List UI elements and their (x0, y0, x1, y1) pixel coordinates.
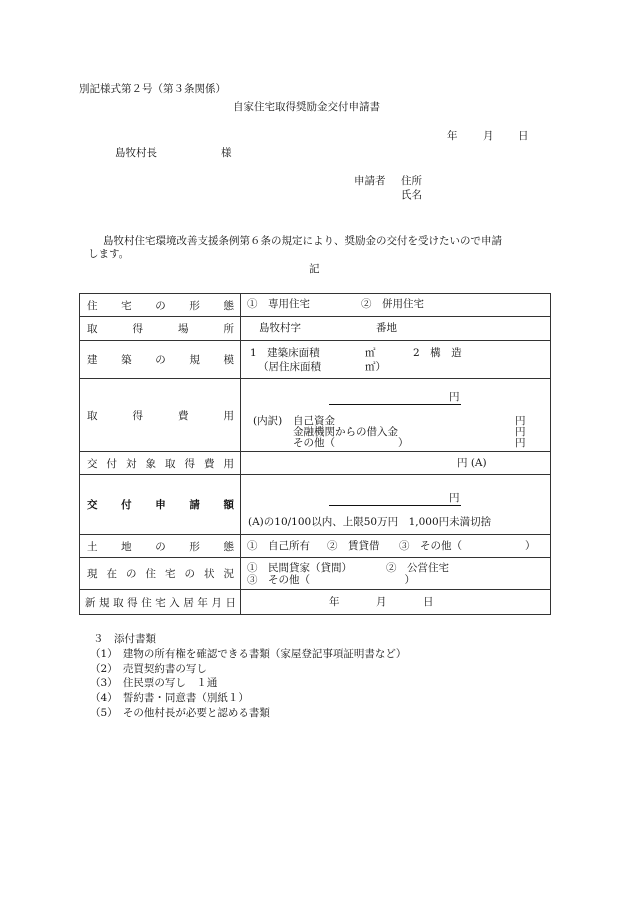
label-char: 規 (99, 596, 110, 609)
land-option-other[interactable]: ③ その他（ ） (399, 540, 536, 552)
name-label: 氏名 (401, 189, 422, 201)
row-acquisition-cost (80, 379, 551, 452)
addressee: 島牧村長 (115, 147, 157, 159)
label-char: 住 (141, 596, 152, 609)
cost-total-line (329, 404, 461, 405)
label-char: 現 (87, 568, 98, 580)
label-char: 形 (189, 540, 200, 553)
attachment-item: （5） その他村長が必要と認める書類 (90, 707, 270, 719)
applicant-label: 申請者 (354, 175, 386, 187)
current-option-other[interactable]: ③ その他（ ） (247, 574, 415, 586)
grant-amount-line (329, 505, 461, 506)
label-char: 所 (223, 323, 234, 335)
label-char: 居 (183, 596, 194, 609)
date-year-label: 年 (447, 130, 458, 142)
label-char: 付 (106, 457, 117, 470)
label-char: 住 (145, 568, 156, 580)
label-char: 況 (223, 568, 234, 580)
loan-label: 金融機関からの借入金 (293, 426, 398, 438)
label-char: 形 (189, 299, 200, 312)
m2-unit: ㎡ (365, 347, 376, 359)
value-land-form (241, 535, 551, 558)
label-char: 交 (87, 457, 98, 470)
banchi-label: 番地 (376, 322, 397, 334)
label-current-housing (80, 558, 241, 590)
label-char: 建 (87, 354, 98, 366)
label-char: 得 (184, 457, 195, 470)
label-grant-amount (80, 475, 241, 535)
date-month-label: 月 (483, 130, 494, 142)
label-char: 費 (204, 457, 215, 470)
label-char: 態 (223, 540, 234, 553)
attachment-item: （3） 住民票の写し １通 (90, 677, 218, 689)
ki-mark: 記 (309, 263, 320, 275)
label-char: 模 (223, 354, 234, 366)
attachment-item: （4） 誓約書・同意書（別紙１） (90, 692, 249, 704)
label-char: の (155, 540, 166, 553)
row-building-scale (80, 341, 551, 379)
housing-option-exclusive[interactable]: ① 専用住宅 (247, 298, 310, 310)
label-char: 申 (155, 499, 166, 511)
label-char: 取 (87, 323, 98, 335)
move-in-day-label: 日 (423, 596, 434, 608)
value-grant-amount (241, 475, 551, 535)
value-building-scale (241, 341, 551, 379)
application-table (79, 293, 551, 615)
honorific: 様 (221, 147, 232, 159)
floor-area-label: 1 建築床面積 (250, 347, 320, 359)
label-housing-form (80, 294, 241, 317)
label-char: の (155, 299, 166, 312)
value-eligible-cost (241, 452, 551, 475)
label-char: 対 (126, 457, 137, 470)
yen-unit: 円 (515, 415, 526, 427)
own-funds-label: 自己資金 (293, 415, 335, 427)
breakdown-label: (内訳) (253, 415, 283, 427)
attachment-item: （1） 建物の所有権を確認できる書類（家屋登記事項証明書など） (90, 648, 407, 660)
land-option-owned[interactable]: ① 自己所有 (247, 540, 310, 552)
label-building-scale (80, 341, 241, 379)
row-current-housing (80, 558, 551, 590)
label-char: 宅 (165, 568, 176, 580)
yen-unit: 円 (449, 391, 460, 403)
current-option-private-rental[interactable]: ① 民間貸家（貸間） (247, 562, 352, 574)
label-char: 交 (87, 499, 98, 511)
land-option-lease[interactable]: ② 賃貸借 (327, 540, 380, 552)
grant-calculation-note: (A)の10/100以内、上限50万円 1,000円未満切捨 (248, 516, 492, 528)
label-char: の (126, 568, 137, 580)
row-housing-form (80, 294, 551, 317)
value-acquisition-place (241, 317, 551, 341)
label-char: 住 (87, 299, 98, 312)
label-char: 請 (189, 499, 200, 511)
move-in-year-label: 年 (329, 596, 340, 608)
yen-unit: 円 (449, 492, 460, 504)
label-char: 取 (87, 409, 98, 422)
label-char: 額 (223, 499, 234, 511)
row-acquisition-place (80, 317, 551, 341)
label-char: 規 (189, 354, 200, 366)
label-char: 取 (165, 457, 176, 470)
label-char: 宅 (121, 299, 132, 312)
statement-line-1: 島牧村住宅環境改善支援条例第６条の規定により、奨励金の交付を受けたいので申請 (103, 235, 502, 247)
m2-unit: ㎡） (365, 361, 386, 373)
label-land-form (80, 535, 241, 558)
label-char: 月 (211, 596, 222, 609)
label-char: 費 (178, 409, 189, 422)
label-char: 在 (106, 568, 117, 580)
label-char: 得 (127, 596, 138, 609)
village-name: 島牧村字 (259, 322, 301, 334)
structure-label: 2 構 造 (413, 347, 462, 359)
label-char: 新 (85, 596, 96, 609)
attachments-heading: ３ 添付書類 (93, 633, 156, 645)
document-title: 自家住宅取得奨励金交付申請書 (233, 101, 380, 113)
other-label: その他（ ） (293, 437, 409, 449)
value-acquisition-cost (241, 379, 551, 452)
label-char: の (155, 354, 166, 366)
label-char: 宅 (155, 596, 166, 609)
housing-option-combined[interactable]: ② 併用住宅 (361, 298, 424, 310)
label-char: 得 (132, 323, 143, 335)
label-char: 築 (121, 354, 132, 366)
statement-line-2: します。 (88, 248, 130, 260)
label-char: 日 (225, 596, 236, 609)
label-char: 年 (197, 596, 208, 609)
label-char: 態 (223, 299, 234, 312)
value-housing-form (241, 294, 551, 317)
row-move-in-date (80, 590, 551, 615)
address-label: 住所 (401, 175, 422, 187)
label-eligible-cost (80, 452, 241, 475)
label-char: 状 (204, 568, 215, 580)
label-char: 地 (121, 540, 132, 553)
row-grant-amount (80, 475, 551, 535)
eligible-cost-yen-a: 円 (A) (457, 457, 487, 469)
label-char: 入 (169, 596, 180, 609)
label-char: 得 (132, 409, 143, 422)
row-land-form (80, 535, 551, 558)
value-current-housing (241, 558, 551, 590)
label-char: 土 (87, 540, 98, 553)
label-acquisition-place (80, 317, 241, 341)
value-move-in-date (241, 590, 551, 615)
row-eligible-cost (80, 452, 551, 475)
yen-unit: 円 (515, 426, 526, 438)
label-char: 用 (223, 409, 234, 422)
label-acquisition-cost (80, 379, 241, 452)
current-option-public-housing[interactable]: ② 公営住宅 (386, 562, 449, 574)
date-day-label: 日 (518, 130, 529, 142)
label-char: 場 (178, 323, 189, 335)
label-char: の (184, 568, 195, 580)
move-in-month-label: 月 (376, 596, 387, 608)
yen-unit: 円 (515, 437, 526, 449)
label-char: 付 (121, 499, 132, 511)
label-char: 象 (145, 457, 156, 470)
label-char: 取 (113, 596, 124, 609)
attachment-item: （2） 売買契約書の写し (90, 663, 207, 675)
form-number: 別記様式第２号（第３条関係） (79, 83, 226, 95)
label-char: 用 (223, 457, 234, 470)
label-move-in-date (80, 590, 241, 615)
residential-area-label: （居住床面積 (258, 361, 321, 373)
